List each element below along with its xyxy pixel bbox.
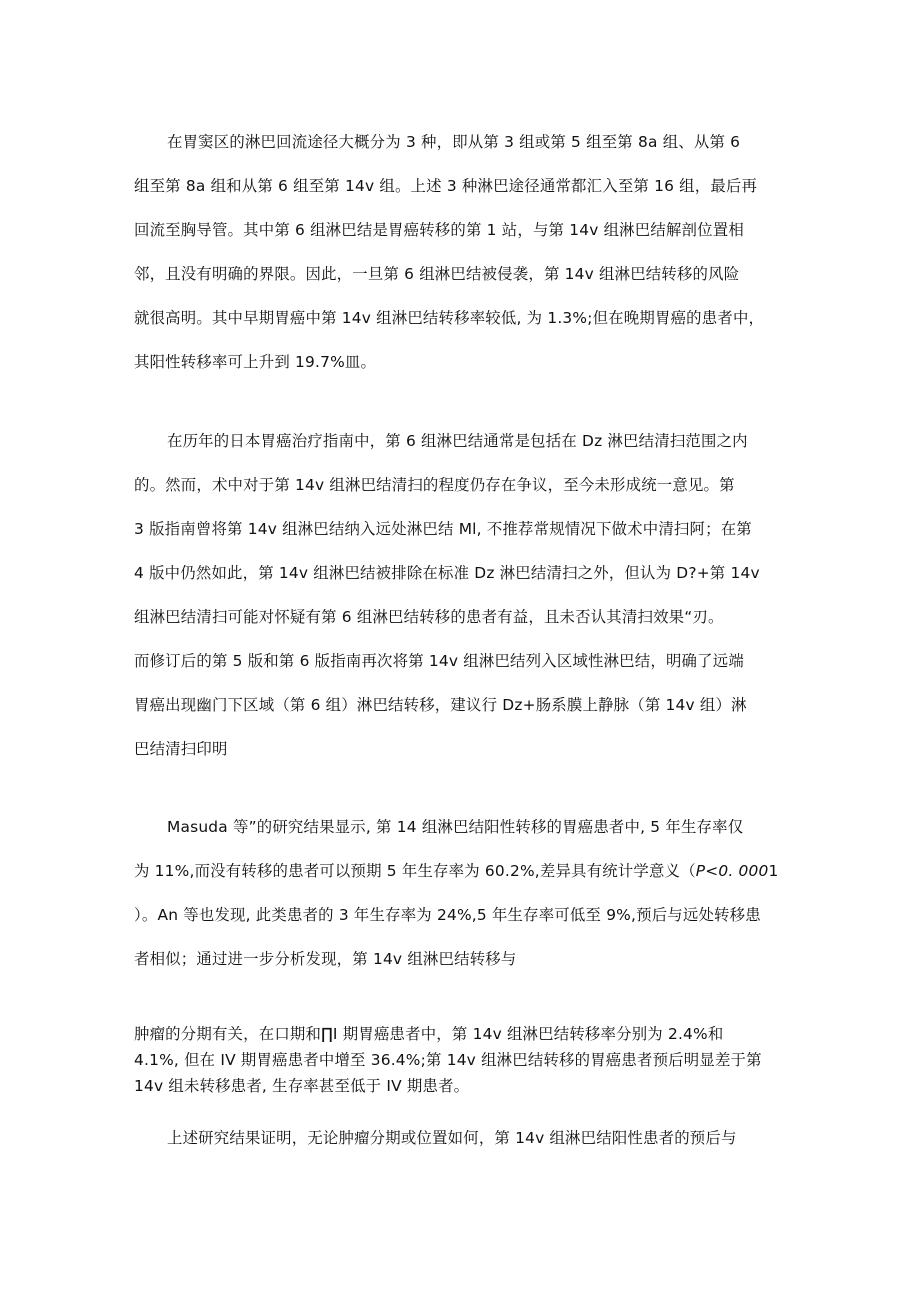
paragraph-2-line-8: 巴结清扫印明 (134, 740, 228, 758)
paragraph-1-line-5: 就很高明。其中早期胃癌中第 14v 组淋巴结转移率较低, 为 1.3%;但在晚期胃癌的患者中， (134, 309, 765, 327)
paragraph-3-line-3: ）。An 等也发现, 此类患者的 3 年生存率为 24%,5 年生存率可低至 9%,预后与远处转移患 (134, 906, 761, 924)
paragraph-4-line-1: 肿瘤的分期有关，在口期和∏I 期胃癌患者中，第 14v 组淋巴结转移率分别为 2.4%和 (134, 1025, 724, 1043)
paragraph-4-line-2: 4.1%, 但在 IV 期胃癌患者中增至 36.4%;第 14v 组淋巴结转移的胃癌患者预后明显差于第 (134, 1051, 762, 1069)
paragraph-2-line-3: 3 版指南曾将第 14v 组淋巴结纳入远处淋巴结 Ml, 不推荐常规情况下做术中清扫阿；在第 (134, 520, 752, 538)
paragraph-3-line-4: 者相似；通过进一步分析发现，第 14v 组淋巴结转移与 (134, 950, 517, 968)
paragraph-2-line-5: 组淋巴结清扫可能对怀疑有第 6 组淋巴结转移的患者有益，且未否认其清扫效果“刃。 (134, 608, 724, 626)
paragraph-3-line-2 (134, 861, 779, 881)
paragraph-1-line-6: 其阳性转移率可上升到 19.7%皿。 (134, 353, 377, 371)
paragraph-3-line-2-text: 为 11%,而没有转移的患者可以预期 5 年生存率为 60.2%,差异具有统计学意义（ (134, 862, 696, 880)
paragraph-4-line-3: 14v 组未转移患者, 生存率甚至低于 IV 期患者。 (134, 1077, 470, 1095)
paragraph-1-line-2: 组至第 8a 组和从第 6 组至第 14v 组。上述 3 种淋巴途径通常都汇入至第 16 组，最后再 (134, 177, 758, 195)
p-value-suffix: 1 (768, 862, 779, 880)
paragraph-5-line-1: 上述研究结果证明，无论肿瘤分期或位置如何，第 14v 组淋巴结阳性患者的预后与 (167, 1129, 737, 1147)
paragraph-1-line-4: 邻，且没有明确的界限。因此，一旦第 6 组淋巴结被侵袭，第 14v 组淋巴结转移的风险 (134, 265, 740, 283)
paragraph-2-line-1: 在历年的日本胃癌治疗指南中，第 6 组淋巴结通常是包括在 Dz 淋巴结清扫范围之内 (167, 432, 748, 450)
paragraph-2-line-2: 的。然而，术中对于第 14v 组淋巴结清扫的程度仍存在争议，至今未形成统一意见。第 (134, 476, 735, 494)
p-value-text: P<0. 000 (695, 862, 769, 880)
paragraph-2-line-6: 而修订后的第 5 版和第 6 版指南再次将第 14v 组淋巴结列入区域性淋巴结，明确了远端 (134, 652, 744, 670)
paragraph-1-line-1: 在胃窦区的淋巴回流途径大概分为 3 种，即从第 3 组或第 5 组至第 8a 组、从第 6 (167, 133, 741, 151)
paragraph-2-line-4: 4 版中仍然如此，第 14v 组淋巴结被排除在标准 Dz 淋巴结清扫之外，但认为 D?+第 14v (134, 564, 760, 582)
paragraph-1-line-3: 回流至胸导管。其中第 6 组淋巴结是胃癌转移的第 1 站，与第 14v 组淋巴结解剖位置相 (134, 221, 744, 239)
paragraph-3-line-1: Masuda 等”的研究结果显示, 第 14 组淋巴结阳性转移的胃癌患者中, 5 年生存率仅 (167, 818, 744, 836)
paragraph-2-line-7: 胃癌出现幽门下区域（第 6 组）淋巴结转移，建议行 Dz+肠系膜上静脉（第 14v 组）淋 (134, 696, 747, 714)
